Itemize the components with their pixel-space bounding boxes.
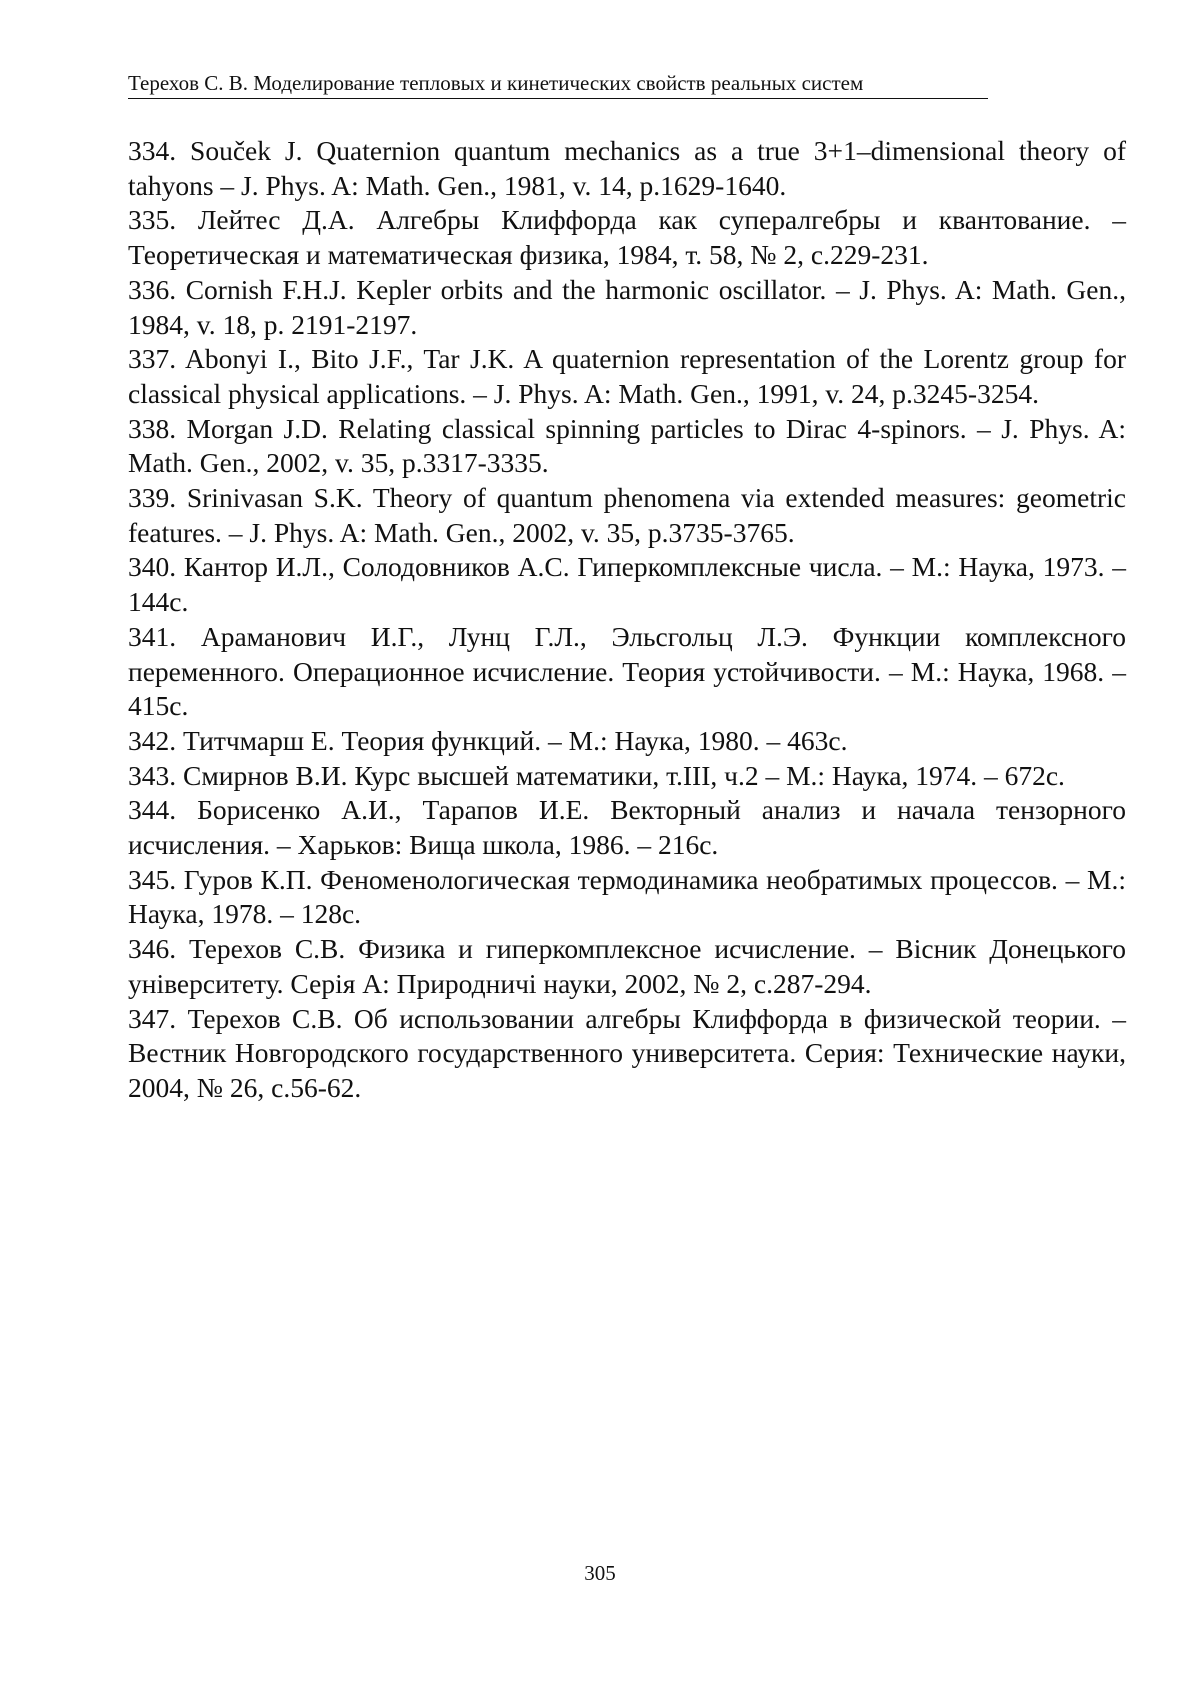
reference-item: 347. Терехов С.В. Об использовании алгебры Клиффорда в физической теории. – Вестник Новгородского государственного университета. Серия: Технические науки, 2004, № 26, с.56-62. — [128, 1002, 1126, 1103]
page-number: 305 — [584, 1561, 616, 1585]
reference-item: 345. Гуров К.П. Феноменологическая термодинамика необратимых процессов. – М.: Наука, 1978. – 128с. — [128, 863, 1126, 930]
running-header: Терехов С. В. Моделирование тепловых и кинетических свойств реальных систем — [128, 70, 988, 99]
reference-item: 335. Лейтес Д.А. Алгебры Клиффорда как супералгебры и квантование. – Теоретическая и математическая физика, 1984, т. 58, № 2, с.229-231. — [128, 204, 1126, 271]
reference-item: 339. Srinivasan S.K. Theory of quantum phenomena via extended measures: geometric features. – J. Phys. A: Math. Gen., 2002, v. 35, p.3735-3765. — [128, 482, 1126, 548]
reference-item: 346. Терехов С.В. Физика и гиперкомплексное исчисление. – Вісник Донецького університету. Серія А: Природничі науки, 2002, № 2, с.287-294. — [128, 933, 1126, 999]
reference-item: 344. Борисенко А.И., Тарапов И.Е. Векторный анализ и начала тензорного исчисления. – Харьков: Вища школа, 1986. – 216с. — [128, 794, 1126, 861]
reference-item: 338. Morgan J.D. Relating classical spinning particles to Dirac 4-spinors. – J. Phys. A: Math. Gen., 2002, v. 35, p.3317-3335. — [128, 412, 1126, 479]
reference-item: 341. Араманович И.Г., Лунц Г.Л., Эльсгольц Л.Э. Функции комплексного переменного. Операционное исчисление. Теория устойчивости. – М.: Наука, 1968. – 415с. — [128, 620, 1126, 722]
reference-item: 336. Cornish F.H.J. Kepler orbits and the harmonic oscillator. – J. Phys. A: Math. Gen., 1984, v. 18, p. 2191-2197. — [128, 273, 1126, 340]
reference-item: 342. Титчмарш Е. Теория функций. – М.: Наука, 1980. – 463с. — [128, 724, 848, 756]
reference-item: 337. Abonyi I., Bito J.F., Tar J.K. A quaternion representation of the Lorentz group for classical physical applications. – J. Phys. A: Math. Gen., 1991, v. 24, p.3245-3254. — [128, 343, 1126, 409]
reference-item: 343. Смирнов В.И. Курс высшей математики, т.III, ч.2 – М.: Наука, 1974. – 672с. — [128, 759, 1065, 791]
reference-item: 334. Souček J. Quaternion quantum mechanics as a true 3+1–dimensional theory of tahyons – J. Phys. A: Math. Gen., 1981, v. 14, p.1629-1640. — [128, 135, 1126, 201]
reference-item: 340. Кантор И.Л., Солодовников А.С. Гиперкомплексные числа. – М.: Наука, 1973. – 144с. — [128, 551, 1126, 618]
reference-list — [128, 134, 1126, 1106]
